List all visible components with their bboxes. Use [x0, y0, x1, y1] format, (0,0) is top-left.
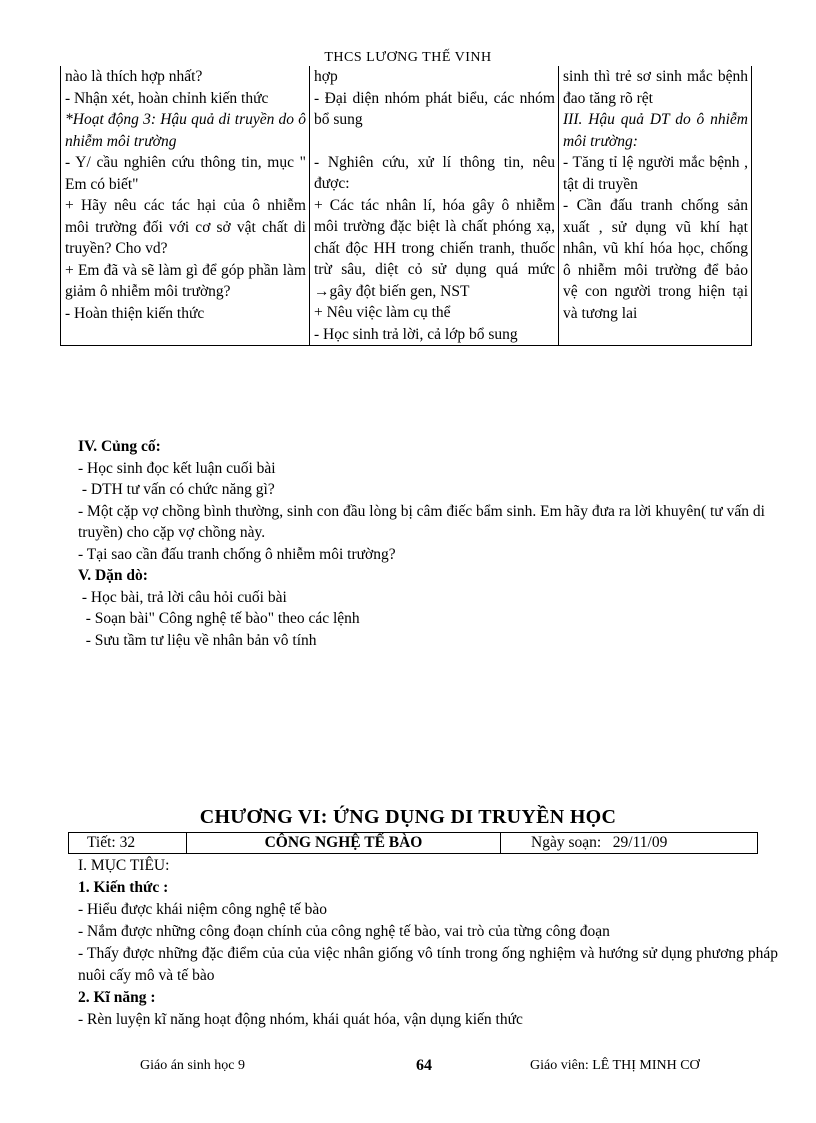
lesson-date: Ngày soạn: 29/11/09: [501, 833, 758, 854]
list-item: - Soạn bài" Công nghệ tế bào" theo các lệnh: [78, 610, 360, 627]
table-line: - Đại diện nhóm phát biểu, các nhóm bổ sung: [314, 89, 555, 128]
teacher-activity-column: [61, 66, 310, 346]
footer-left: Giáo án sinh học 9: [140, 1058, 245, 1073]
table-line: + Các tác nhân lí, hóa gây ô nhiễm môi trường đặc biệt là chất phóng xạ, chất độc HH trong chiến tranh, thuốc trừ sâu, diệt cỏ sử dụng quá mức →gây đột biến gen, NST: [314, 196, 555, 300]
lesson-number: Tiết: 32: [69, 833, 187, 854]
chapter-title: CHƯƠNG VI: ỨNG DỤNG DI TRUYỀN HỌC: [199, 806, 617, 828]
list-item: - DTH tư vấn có chức năng gì?: [78, 481, 275, 498]
table-line: + Nêu việc làm cụ thể: [314, 304, 451, 321]
subsection-title: 1. Kiến thức :: [78, 879, 169, 896]
list-item: - Sưu tầm tư liệu về nhân bản vô tính: [78, 631, 317, 649]
list-item: - Rèn luyện kĩ năng hoạt động nhóm, khái quát hóa, vận dụng kiến thức: [78, 1011, 523, 1028]
table-line: sinh thì trẻ sơ sinh mắc bệnh đao tăng rõ rệt: [563, 68, 748, 107]
table-line: nào là thích hợp nhất?: [65, 68, 203, 85]
list-item: - Một cặp vợ chồng bình thường, sinh con đầu lòng bị câm điếc bẩm sinh. Em hãy đưa ra lời khuyên( tư vấn di truyền) cho cặp vợ chồng này.: [78, 502, 765, 541]
list-item: - Nắm được những công đoạn chính của công nghệ tế bào, vai trò của từng công đoạn: [78, 923, 610, 940]
section-heading: III. Hậu quả DT do ô nhiễm môi trường:: [563, 111, 748, 150]
table-line: - Nhận xét, hoàn chỉnh kiến thức: [65, 89, 269, 107]
list-item: - Tại sao cần đấu tranh chống ô nhiễm môi trường?: [78, 545, 396, 563]
lesson-title: CÔNG NGHỆ TẾ BÀO: [187, 833, 501, 854]
objectives-section: [78, 855, 778, 1031]
list-item: - Hiểu được khái niệm công nghệ tế bào: [78, 901, 328, 918]
subsection-title: 2. Kĩ năng :: [78, 989, 156, 1006]
section-title: IV. Củng cố:: [78, 438, 161, 455]
table-line: + Hãy nêu các tác hại của ô nhiễm môi trường đối với cơ sở vật chất di truyền? Cho vd?: [65, 197, 306, 257]
student-activity-column: [310, 66, 559, 346]
table-line: - Nghiên cứu, xử lí thông tin, nêu được:: [314, 153, 555, 192]
consolidation-section: [78, 436, 768, 651]
table-line: - Học sinh trả lời, cả lớp bổ sung: [314, 325, 518, 343]
section-title: V. Dặn dò:: [78, 567, 148, 584]
section-title: I. MỤC TIÊU:: [78, 857, 170, 874]
activity-table: [60, 66, 752, 346]
content-column: [559, 66, 752, 346]
lesson-header-table: [68, 832, 758, 854]
table-line: + Em đã và sẽ làm gì để góp phần làm giảm ô nhiễm môi trường?: [65, 261, 306, 300]
table-line: hợp: [314, 68, 338, 85]
table-line: - Y/ cầu nghiên cứu thông tin, mục " Em có biết": [65, 154, 306, 193]
list-item: - Học bài, trả lời câu hỏi cuối bài: [78, 588, 287, 606]
list-item: - Học sinh đọc kết luận cuối bài: [78, 459, 276, 477]
page-number: 64: [416, 1057, 432, 1074]
list-item: - Thấy được những đặc điểm của của việc nhân giống vô tính trong ống nghiệm và hướng sử dụng phương pháp nuôi cấy mô và tế bào: [78, 945, 778, 984]
footer-right: Giáo viên: LÊ THỊ MINH CƠ: [530, 1058, 700, 1073]
page-header: THCS LƯƠNG THẾ VINH: [324, 50, 492, 65]
table-line: - Hoàn thiện kiến thức: [65, 304, 205, 322]
table-line: - Tăng tỉ lệ người mắc bệnh , tật di truyền: [563, 154, 748, 193]
activity-heading: *Hoạt động 3: Hậu quả di truyền do ô nhiễm môi trường: [65, 111, 306, 150]
table-line: - Cần đấu tranh chống sản xuất , sử dụng vũ khí hạt nhân, vũ khí hóa học, chống ô nhiễm môi trường để bảo vệ con người trong hiện tại và tương lai: [563, 197, 748, 322]
